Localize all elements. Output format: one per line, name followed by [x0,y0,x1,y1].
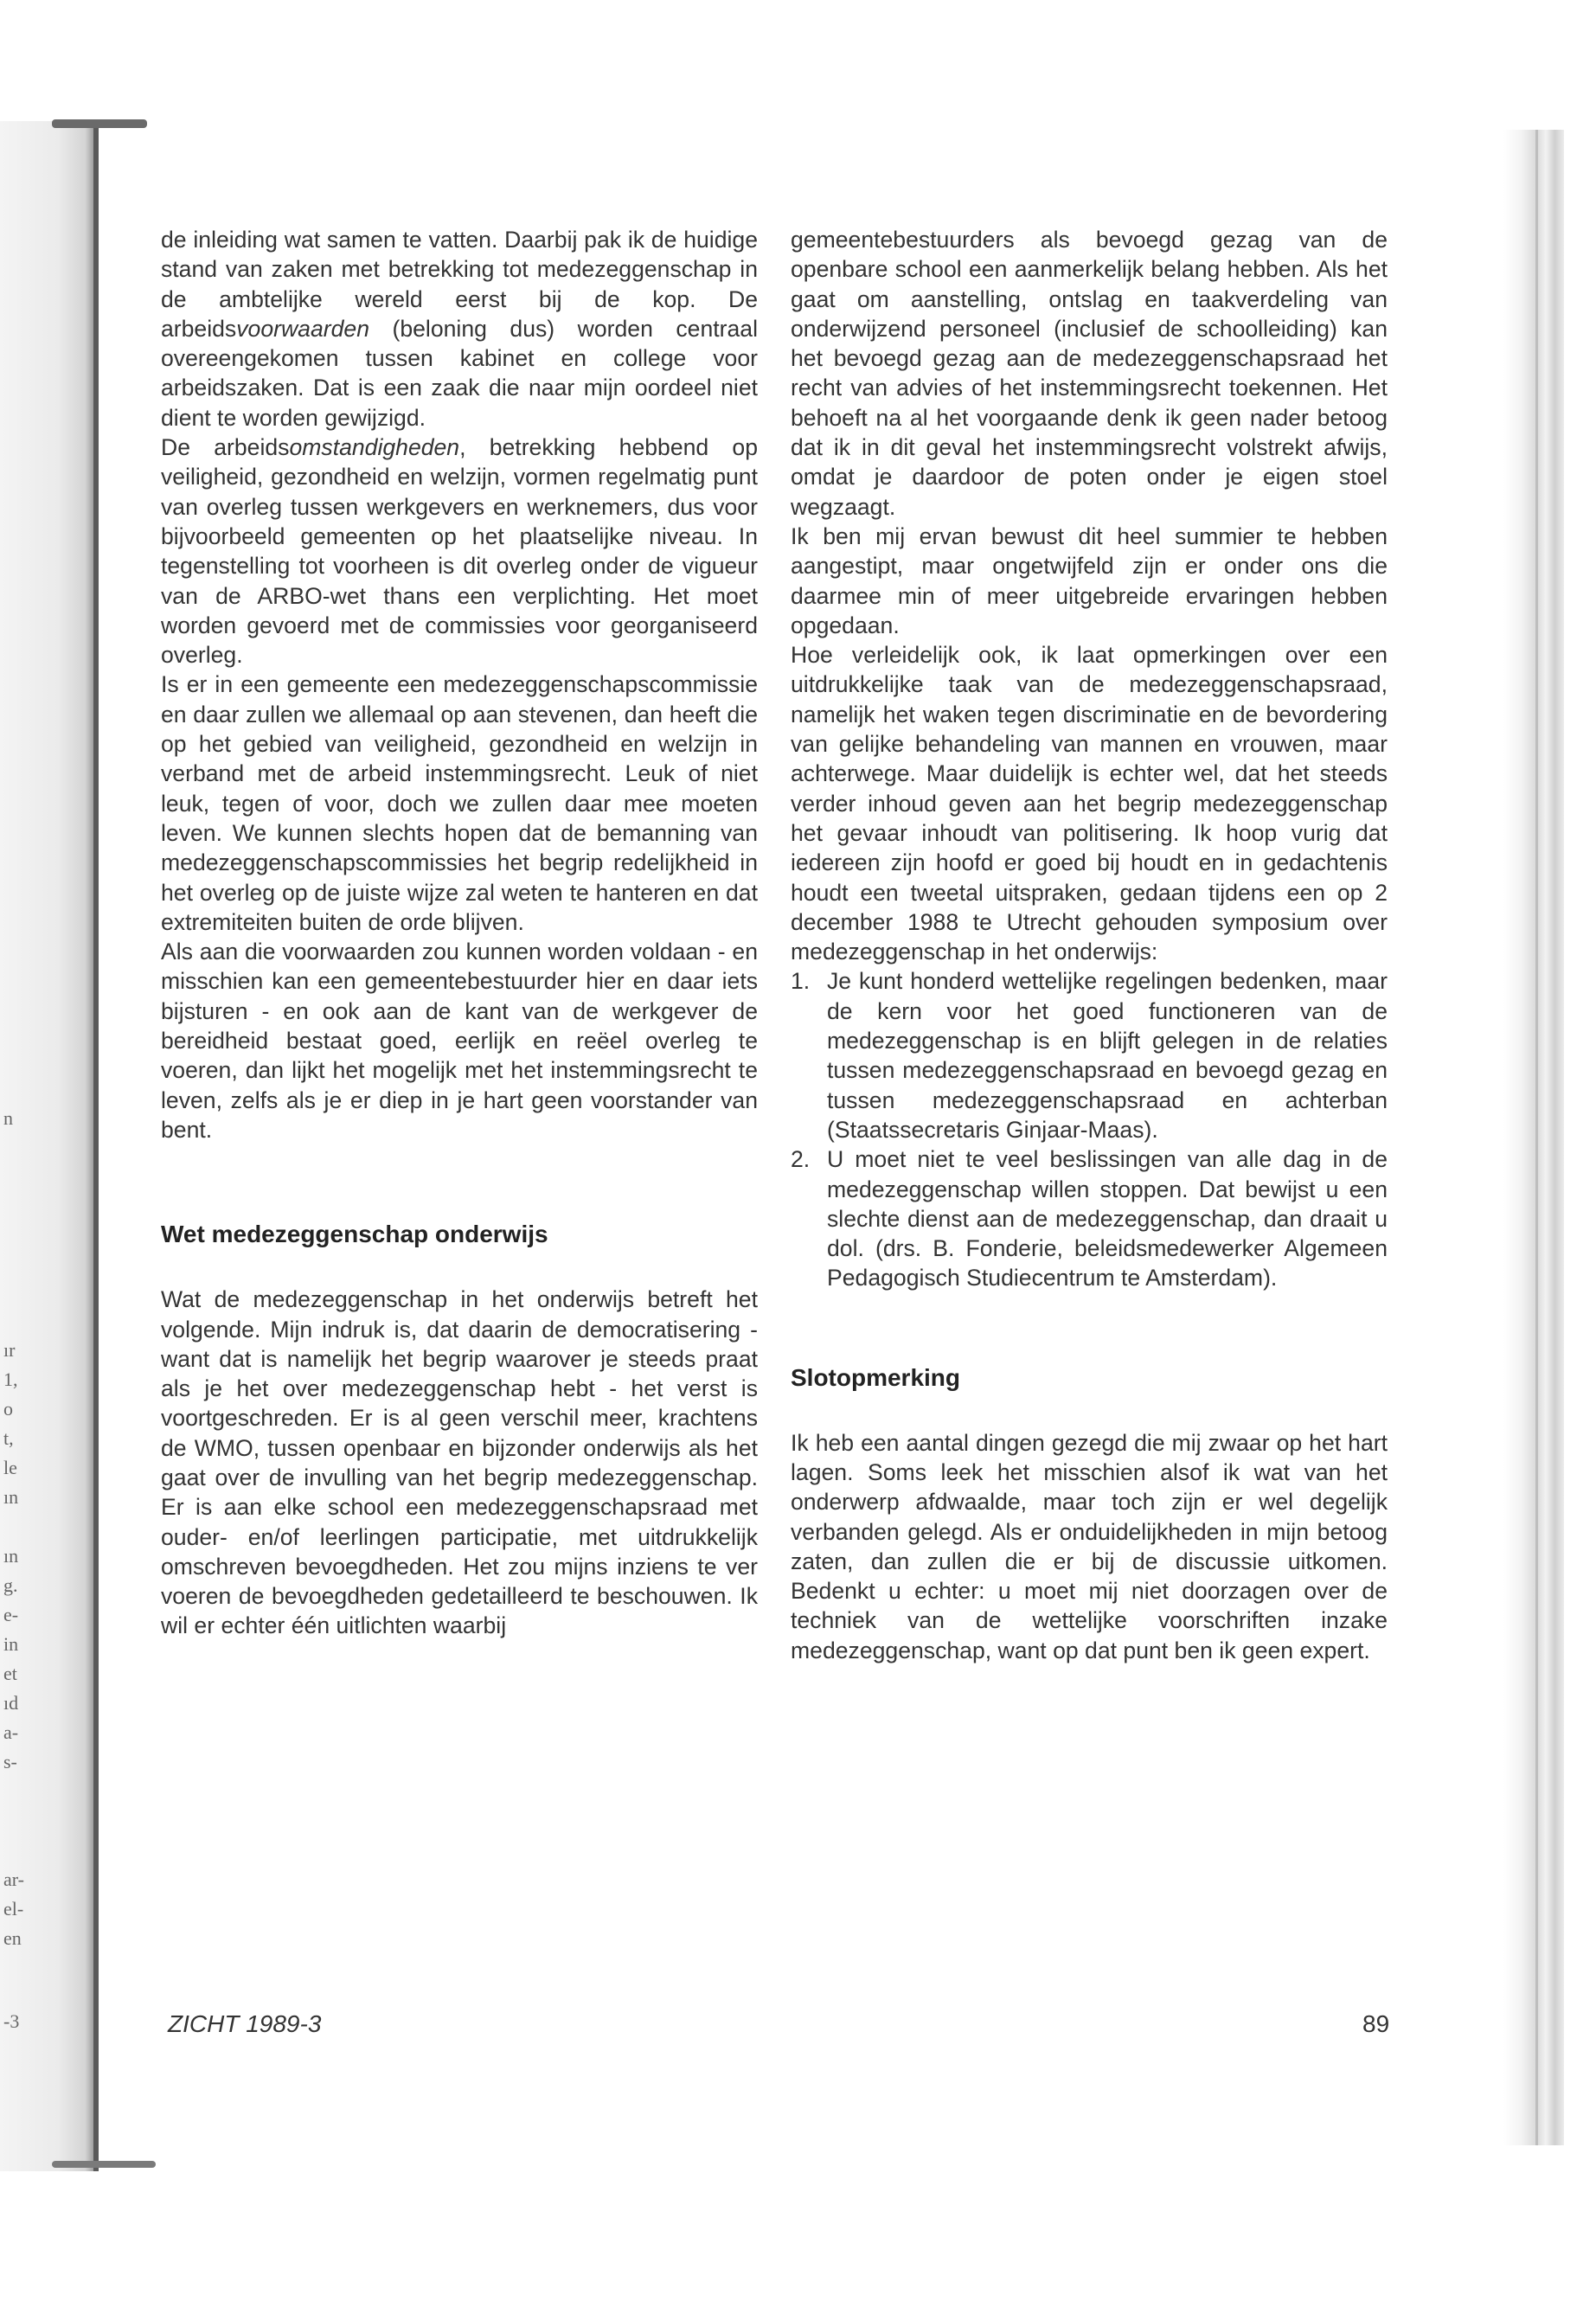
fragment: o [3,1398,13,1420]
fragment: 1, [3,1368,18,1390]
binding-line [93,121,99,2171]
list-item: 1. Je kunt honderd wettelijke regelingen bedenken, maar de kern voor het goed functioneren van de medezeggenschap is en blijft gelegen in de relaties tussen medezeggenschapsraad en bevoegd gezag en tussen medezeggenschapsraad en achterban (Staatssecretaris Ginjaar-Maas). [791,968,1388,1143]
fragment: le [3,1457,17,1478]
fragment: t, [3,1427,14,1449]
paragraph: Hoe verleidelijk ook, ik laat opmerkingen over een uitdrukkelijke taak van de medezeggenschapsraad, namelijk het waken tegen discriminatie en de bevordering van gelijke behandeling van mannen en vrouwen, maar achterwege. Maar duidelijk is echter wel, dat het steeds verder inhoud geven aan het begrip medezeggenschap het gevaar inhoudt van politisering. Ik hoop vurig dat iedereen zijn hoofd er goed bij houdt en in gedachtenis houdt een tweetal uitspraken, gedaan tijdens een op 2 december 1988 te Utrecht gehouden symposium over medezeggenschap in het onderwijs: [791,642,1388,965]
quote-list [791,966,1388,1292]
fragment: ar- [3,1868,24,1890]
fragment: ın [3,1486,19,1508]
section-heading: Wet medezeggenschap onderwijs [161,1221,548,1248]
fragment: et [3,1663,17,1684]
page-edge-right [1503,130,1564,2145]
paragraph: gemeentebestuurders als bevoegd gezag van de openbare school een aanmerkelijk belang hebben. Als het gaat om aanstelling, ontslag en taakverdeling van onderwijzend personeel (inclusief de schoolleiding) kan het bevoegd gezag aan de medezeggenschapsraad het recht van advies of het instemmingsrecht toekennen. Het behoeft na al het voorgaande denk ik geen nader betoog dat ik in dit geval het instemmingsrecht volstrekt afwijs, omdat je daardoor de poten onder je eigen stoel wegzaagt. [791,227,1388,520]
fragment: in [3,1633,19,1655]
fragment: el- [3,1898,24,1920]
fragment: e- [3,1604,19,1625]
paragraph: de inleiding wat samen te vatten. Daarbij pak ik de huidige stand van zaken met betrekking tot medezeggenschap in de ambtelijke wereld eerst bij de kop. De arbeidsvoorwaarden (beloning dus) worden centraal overeengekomen tussen kabinet en college voor arbeidszaken. Dat is een zaak die naar mijn oordeel niet dient te worden gewijzigd. [161,227,758,431]
previous-page-fragments [0,1107,31,2059]
fragment: ıd [3,1692,19,1714]
page-stack-line [1535,130,1538,2145]
paragraph: Ik ben mij ervan bewust dit heel summier te hebben aangestipt, maar ongetwijfeld zijn er onder ons die daarmee min of meer uitgebreide ervaringen hebben opgedaan. [791,522,1388,638]
paragraph: Ik heb een aantal dingen gezegd die mij zwaar op het hart lagen. Soms leek het misschien alsof ik wat van het onderwerp afdwaalde, maar toch zijn er wel degelijk verbanden gelegd. Als er onduidelijkheden in mijn betoog zaten, dan zullen die er bij de discussie uitkomen. Bedenkt u echter: u moet mij niet doorzagen over de techniek van de wettelijke voorschriften inzake medezeggenschap, want op dat punt ben ik geen expert. [791,1429,1388,1663]
fragment: g. [3,1574,18,1596]
fragment: a- [3,1721,19,1743]
paragraph: Wat de medezeggenschap in het onderwijs betreft het volgende. Mijn indruk is, dat daarin de democratisering -want dat is namelijk het begrip waarover je steeds praat als je het over medezeggenschap hebt - het verst is voortgeschreden. Er is al geen verschil meer, krachtens de WMO, tussen openbaar en bijzonder onderwijs als het gaat over de invulling van het begrip medezeggenschap. Er is aan elke school een medezeggenschapsraad met ouder- en/of leerlingen participatie, met uitdrukkelijk omschreven bevoegdheden. Het zou mijns inziens te ver voeren de bevoegdheden gedetailleerd te beschouwen. Ik wil er echter één uitlichten waarbij [161,1286,758,1639]
page-bottom-edge [52,2161,156,2168]
fragment: s- [3,1751,17,1772]
left-column [161,225,758,1641]
fragment: en [3,1927,22,1949]
page-top-edge [52,119,147,128]
fragment: ır [3,1339,16,1361]
section-heading: Slotopmerking [791,1363,961,1391]
list-item: 2. U moet niet te veel beslissingen van alle dag in de medezeggenschap willen stoppen. Dat bewijst u een slechte dienst aan de medezeggenschap, dan draait u dol. (drs. B. Fonderie, beleidsmedewerker Algemeen Pedagogisch Studiecentrum te Amsterdam). [791,1146,1388,1292]
fragment: n [3,1107,13,1129]
page-number: 89 [1362,2010,1390,2037]
paragraph: Als aan die voorwaarden zou kunnen worden voldaan - en misschien kan een gemeentebestuurder hier en daar iets bijsturen - en ook aan de kant van de werkgever de bereidheid bestaat goed, eerlijk en reëel overleg te voeren, dan lijkt het mogelijk met het instemmingsrecht te leven, zelfs als je er diep in je hart geen voorstander van bent. [161,939,758,1143]
paragraph: De arbeidsomstandigheden, betrekking hebbend op veiligheid, gezondheid en welzijn, vormen regelmatig punt van overleg tussen werkgevers en werknemers, dus voor bijvoorbeeld gemeenten op het plaatselijke niveau. In tegenstelling tot voorheen is dit overleg onder de vigueur van de ARBO-wet thans een verplichting. Het moet worden gevoerd met de commissies voor georganiseerd overleg. [161,434,758,669]
fragment: ın [3,1545,19,1567]
paragraph: Is er in een gemeente een medezeggenschapscommissie en daar zullen we allemaal op aan stevenen, dan heeft die op het gebied van veiligheid, gezondheid en welzijn in verband met de arbeid instemmingsrecht. Leuk of niet leuk, tegen of voor, doch we zullen daar mee moeten leven. We kunnen slechts hopen dat de bemanning van medezeggenschapscommissies het begrip redelijkheid in het overleg op de juiste wijze zal weten te hanteren en dat extremiteiten buiten de orde blijven. [161,671,758,935]
fragment: -3 [3,2010,20,2032]
journal-footer: ZICHT 1989-3 [168,2010,322,2037]
right-column [791,225,1388,1665]
